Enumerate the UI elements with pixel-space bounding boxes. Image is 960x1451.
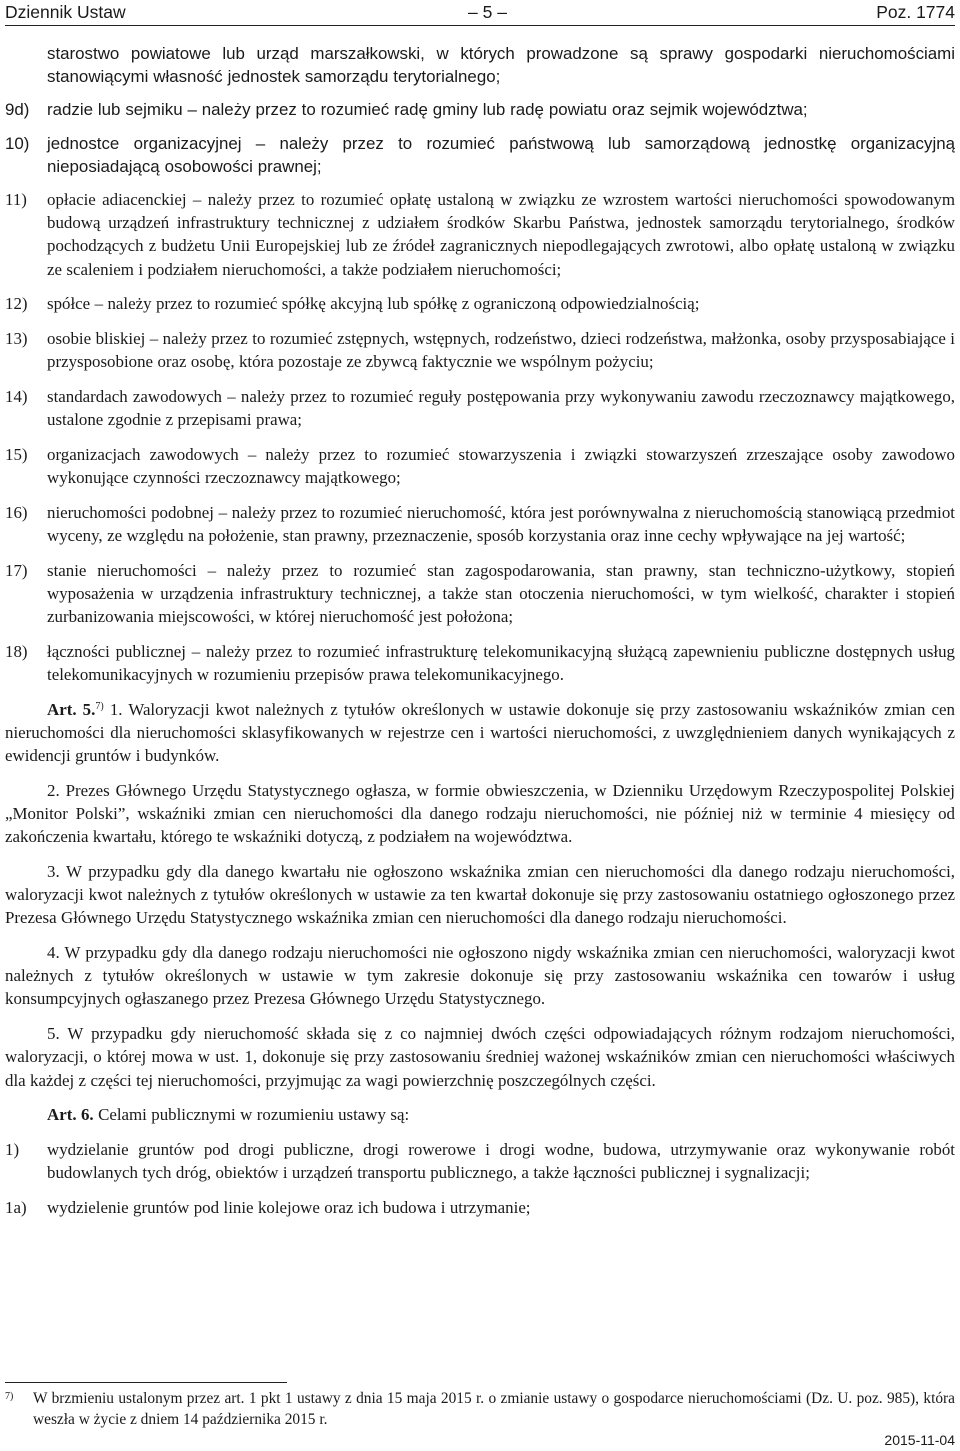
item-text: osobie bliskiej – należy przez to rozumieć zstępnych, wstępnych, rodzeństwo, dzieci rodzeństwa, małżonka, osoby przysposabiające i przysposobione oraz osobę, która pozostaje ze zbywcą faktycznie we wspólnym pożyciu; [47, 329, 955, 372]
article-5-paragraph-4: 4. W przypadku gdy dla danego rodzaju nieruchomości nie ogłoszono nigdy wskaźnika zmian cen nieruchomości, waloryzacji kwot należnych z tytułów określonych w ustawie w tym zakresie dokonuje się przy zastosowaniu wskaźnika cen towarów i usług konsumpcyjnych ogłaszanego przez Prezesa Głównego Urzędu Statystycznego. [5, 943, 955, 1009]
definition-item [5, 640, 955, 686]
position-number: Poz. 1774 [876, 2, 955, 22]
item-text: stanie nieruchomości – należy przez to rozumieć stan zagospodarowania, stan prawny, stan techniczno-użytkowy, stopień wyposażenia w urządzenia infrastruktury technicznej, a także stan otoczenia nieruchomości, w tym wielkość, charakter i stopień zurbanizowania miejscowości, w której nieruchomość jest położona; [47, 560, 955, 627]
definition-item [5, 385, 955, 431]
item-text: organizacjach zawodowych – należy przez to rozumieć stowarzyszenia i związki stowarzyszeń zrzeszające osoby zawodowo wykonujące czynności rzeczoznawcy majątkowego; [47, 444, 955, 488]
article-5-paragraph-2: 2. Prezes Głównego Urzędu Statystycznego ogłasza, w formie obwieszczenia, w Dzienniku Urzędowym Rzeczypospolitej Polskiej „Monitor Polski”, wskaźniki zmian cen nieruchomości dla danego rodzaju nieruchomości, nie później niż w terminie 4 miesięcy od zakończenia kwartału, którego te wskaźniki dotyczą, z podziałem na województwa. [5, 780, 955, 847]
item-text: jednostce organizacyjnej – należy przez to rozumieć państwową lub samorządową jednostkę organizacyjną nieposiadającą osobowości prawnej; [47, 133, 955, 176]
document-body [5, 42, 955, 1219]
footnote-text: W brzmieniu ustalonym przez art. 1 pkt 1 ustawy z dnia 15 maja 2015 r. o zmianie ustawy o gospodarce nieruchomościami (Dz. U. poz. 985), która weszła w życie z dniem 14 października 2015 r. [33, 1390, 955, 1428]
item-text: łączności publicznej – należy przez to rozumieć infrastrukturę telekomunikacyjną służącą zapewnieniu publiczne dostępnych usług telekomunikacyjnych w rozumieniu przepisów prawa telekomunikacyjnego. [47, 641, 955, 684]
article-5-paragraph-3: 3. W przypadku gdy dla danego kwartału nie ogłoszono wskaźnika zmian cen nieruchomości dla danego rodzaju nieruchomości, waloryzacji kwot należnych z tytułów określonych w ustawie za ten kwartał dokonuje się przy zastosowaniu ostatniego ogłoszonego przez Prezesa Głównego Urzędu Statystycznego wskaźnika zmian cen nieruchomości dla danego rodzaju nieruchomości. [5, 861, 955, 928]
article-6-label: Art. 6. [47, 1105, 94, 1125]
definition-item [5, 98, 955, 121]
item-number: 17) [5, 560, 28, 580]
article-5-paragraph-1 [5, 698, 955, 768]
definition-item [5, 501, 955, 547]
journal-title: Dziennik Ustaw [5, 2, 126, 22]
page-header [5, 0, 955, 26]
item-text: opłacie adiacenckiej – należy przez to rozumieć opłatę ustaloną w związku ze wzrostem wartości nieruchomości spowodowanym budową urządzeń infrastruktury technicznej z udziałem środków Skarbu Państwa, jednostek samorządu terytorialnego, środków pochodzących z budżetu Unii Europejskiej lub ze źródeł zagranicznych niepodlegających zwrotowi, albo opłatę ustaloną w związku ze scaleniem i podziałem nieruchomości, a także podziałem nieruchomości; [47, 190, 955, 279]
article-5-paragraph-5: 5. W przypadku gdy nieruchomość składa się z co najmniej dwóch części odpowiadających różnym rodzajom nieruchomości, waloryzacji, o której mowa w ust. 1, dokonuje się przy zastosowaniu średniej ważonej wskaźników zmian cen nieruchomości właściwych dla każdej z części tej nieruchomości, przyjmując za wagi powierzchnię poszczególnych części. [5, 1024, 955, 1090]
item-number: 1a) [5, 1197, 27, 1217]
page-number: – 5 – [468, 2, 507, 22]
item-number: 12) [5, 294, 28, 314]
item-text: nieruchomości podobnej – należy przez to rozumieć nieruchomość, która jest porównywalna z nieruchomością stanowiącą przedmiot wyceny, ze względu na położenie, stan prawny, przeznaczenie, sposób korzystania oraz inne cechy wpływające na jej wartość; [47, 502, 955, 545]
intro-continuation: starostwo powiatowe lub urząd marszałkowski, w których prowadzone są sprawy gospodarki nieruchomościami stanowiącymi własność jednostek samorządu terytorialnego; [47, 44, 955, 87]
definition-item [5, 292, 955, 315]
article-5-text-1: 1. Waloryzacji kwot należnych z tytułów określonych w ustawie dokonuje się przy zastosowaniu wskaźników zmian cen nieruchomości dla nieruchomości sklasyfikowanych w rejestrze cen i wartości nieruchomości, z uwzględnieniem danych wynikających z ewidencji gruntów i budynków. [5, 699, 955, 766]
publication-date: 2015-11-04 [884, 1432, 955, 1448]
item-text: spółce – należy przez to rozumieć spółkę akcyjną lub spółkę z ograniczoną odpowiedzialnością; [47, 294, 700, 314]
public-purpose-item [5, 1138, 955, 1184]
public-purpose-item [5, 1196, 955, 1219]
article-6-text: Celami publicznymi w rozumieniu ustawy są: [93, 1105, 410, 1125]
definition-item [5, 188, 955, 281]
footnote-reference: 7) [95, 700, 104, 712]
definition-item [5, 443, 955, 489]
item-number: 15) [5, 444, 28, 464]
footnote-rule [5, 1382, 287, 1383]
item-number: 11) [5, 190, 27, 210]
item-number: 16) [5, 502, 28, 522]
item-number: 13) [5, 329, 28, 349]
footnote [5, 1389, 955, 1430]
item-number: 18) [5, 641, 28, 661]
article-6-intro [5, 1103, 955, 1126]
item-text: wydzielanie gruntów pod drogi publiczne, drogi rowerowe i drogi wodne, budowa, utrzymywanie oraz wykonywanie robót budowlanych tych dróg, obiektów i urządzeń transportu publicznego, a także łączności publicznej i sygnalizacji; [47, 1139, 955, 1183]
item-number: 1) [5, 1139, 20, 1159]
article-5-label: Art. 5. [47, 699, 96, 719]
item-text: radzie lub sejmiku – należy przez to rozumieć radę gminy lub radę powiatu oraz sejmik województwa; [47, 100, 808, 120]
item-number: 10) [5, 133, 30, 153]
item-text: standardach zawodowych – należy przez to rozumieć reguły postępowania przy wykonywaniu zawodu rzeczoznawcy majątkowego, ustalone zgodnie z przepisami prawa; [47, 386, 955, 430]
definition-item [5, 327, 955, 373]
item-text: wydzielenie gruntów pod linie kolejowe oraz ich budowa i utrzymanie; [47, 1197, 531, 1217]
item-number: 9d) [5, 100, 30, 120]
item-number: 14) [5, 386, 28, 406]
definition-item [5, 132, 955, 178]
header-rule [5, 25, 955, 26]
definition-item [5, 559, 955, 629]
footnote-mark: 7) [5, 1391, 14, 1402]
